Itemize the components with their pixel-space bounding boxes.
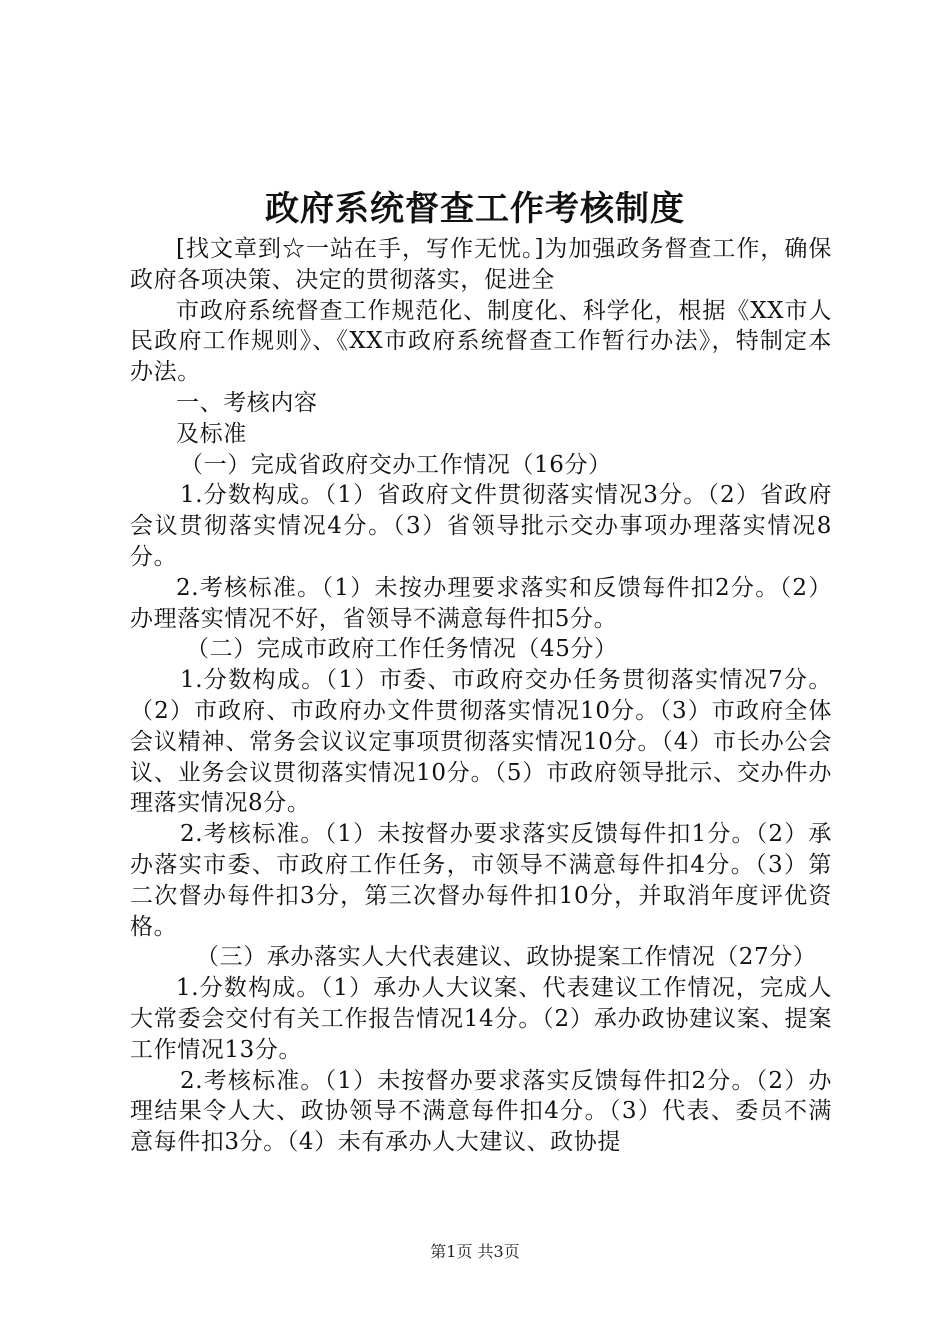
document-title: 政府系统督查工作考核制度 bbox=[265, 189, 685, 229]
paragraph: 2.考核标准。（1）未按办理要求落实和反馈每件扣2分。（2）办理落实情况不好，省领导不满意每件扣5分。 bbox=[130, 574, 832, 632]
paragraph: 2.考核标准。（1）未按督办要求落实反馈每件扣1分。（2）承办落实市委、市政府工作任务，市领导不满意每件扣4分。（3）第二次督办每件扣3分，第三次督办每件扣10分，并取消年度评优资格。 bbox=[130, 821, 832, 940]
subsection-heading: （三）承办落实人大代表建议、政协提案工作情况（27分） bbox=[196, 944, 817, 971]
section-heading: 一、考核内容 bbox=[176, 389, 318, 416]
paragraph: 1.分数构成。（1）市委、市政府交办任务贯彻落实情况7分。（2）市政府、市政府办文件贯彻落实情况10分。（3）市政府全体会议精神、常务会议议定事项贯彻落实情况10分。（4）市长办公会议、业务会议贯彻落实情况10分。（5）市政府领导批示、交办件办理落实情况8分。 bbox=[130, 667, 832, 817]
paragraph: 1.分数构成。（1）承办人大议案、代表建议工作情况，完成人大常委会交付有关工作报告情况14分。（2）承办政协建议案、提案工作情况13分。 bbox=[130, 975, 832, 1063]
section-heading-continued: 及标准 bbox=[176, 420, 247, 447]
paragraph: 市政府系统督查工作规范化、制度化、科学化，根据《XX市人民政府工作规则》、《XX市政府系统督查工作暂行办法》，特制定本办法。 bbox=[130, 297, 832, 386]
subsection-heading: （二）完成市政府工作任务情况（45分） bbox=[186, 636, 618, 663]
paragraph: 2.考核标准。（1）未按督办要求落实反馈每件扣2分。（2）办理结果令人大、政协领导不满意每件扣4分。（3）代表、委员不满意每件扣3分。（4）未有承办人大建议、政协提 bbox=[130, 1067, 832, 1156]
subsection-heading: （一）完成省政府交办工作情况（16分） bbox=[180, 451, 612, 478]
document-body bbox=[130, 234, 832, 1158]
page-footer: 第1页 共3页 bbox=[430, 1242, 520, 1261]
paragraph: 1.分数构成。（1）省政府文件贯彻落实情况3分。（2）省政府会议贯彻落实情况4分。（3）省领导批示交办事项办理落实情况8分。 bbox=[130, 482, 832, 570]
paragraph: [找文章到☆一站在手，写作无忧。]为加强政务督查工作，确保政府各项决策、决定的贯彻落实，促进全 bbox=[130, 236, 832, 293]
